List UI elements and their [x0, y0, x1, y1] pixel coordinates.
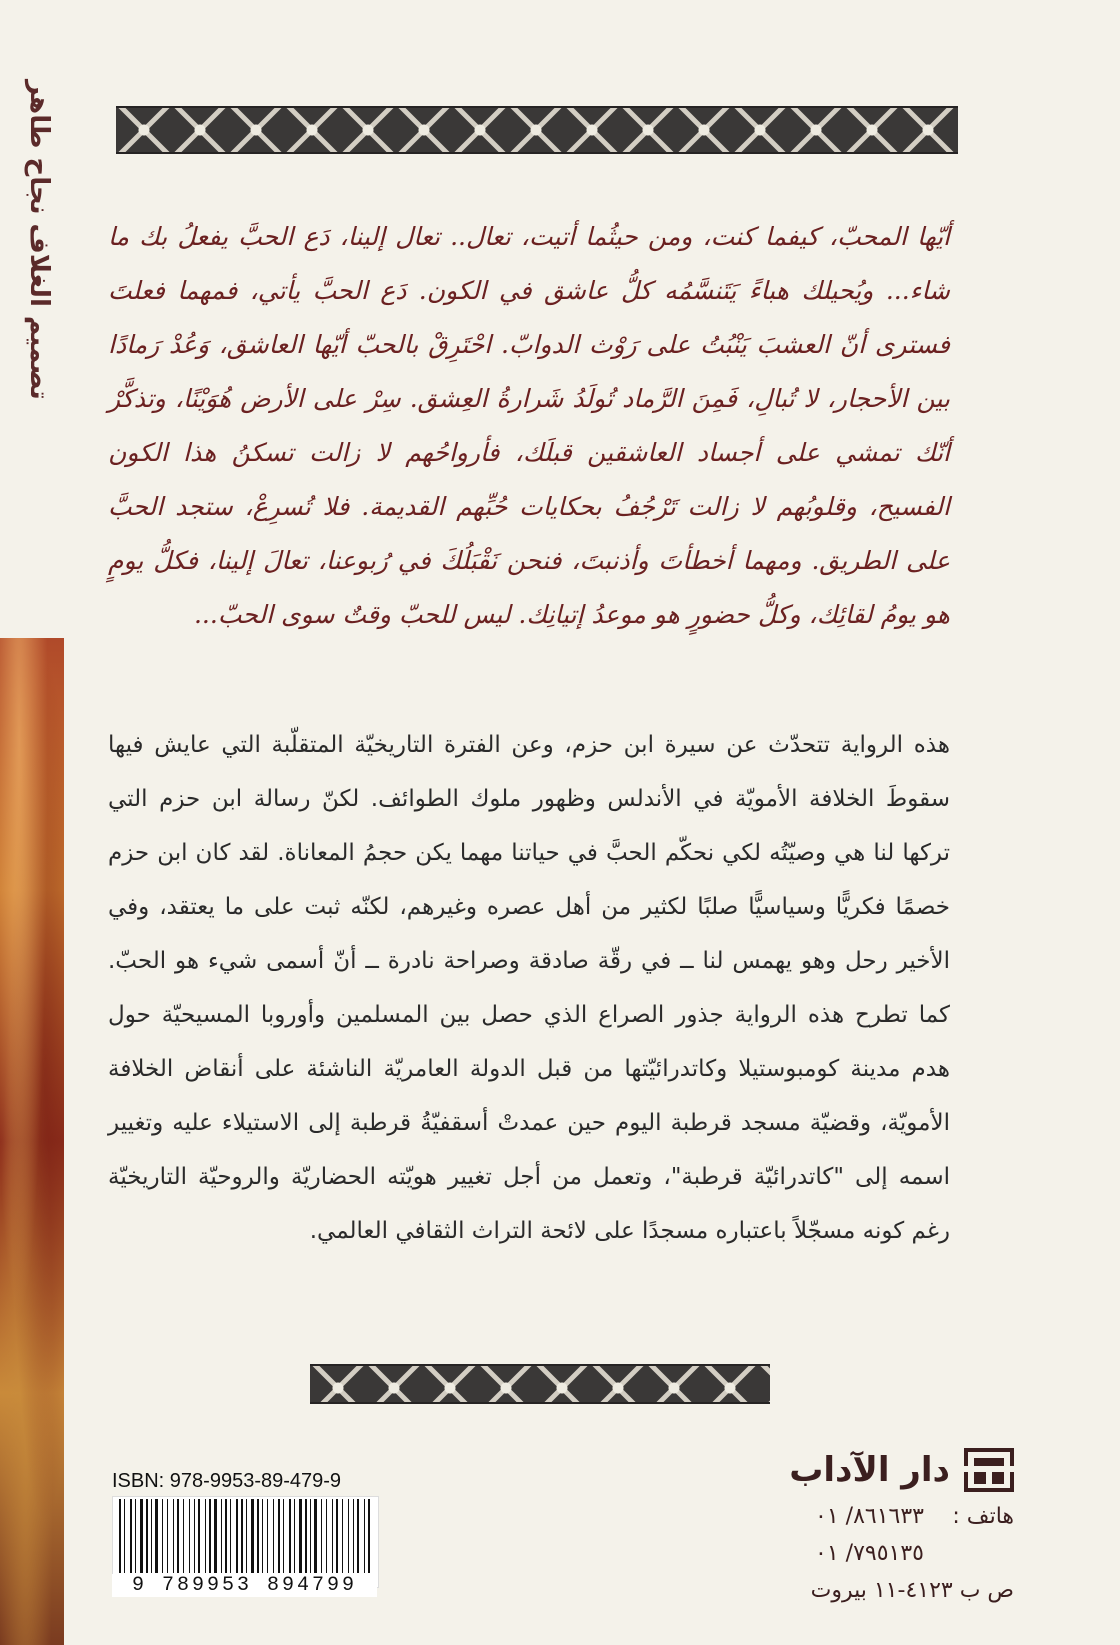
- publisher-logo-icon: [964, 1448, 1014, 1492]
- barcode-digits: 9 789953 894799: [112, 1574, 377, 1597]
- phone-number-2: ٧٩٥١٣٥/ ٠١: [815, 1541, 924, 1566]
- isbn-label: ISBN: 978-9953-89-479-9: [112, 1470, 342, 1492]
- cover-design-credit: تصميم الغلاف نجاح طاهر: [24, 80, 54, 400]
- po-box: ص ب ٤١٢٣-١١ بيروت: [810, 1578, 1014, 1603]
- publisher-name: دار الآداب: [789, 1450, 950, 1490]
- barcode-bars: [113, 1497, 378, 1575]
- ornamental-band-bottom: [310, 1364, 770, 1404]
- poem-text: أيّها المحبّ، كيفما كنت، ومن حيثُما أتيت، تعال.. تعال إلينا، دَع الحبَّ يفعلُ بك ما شاء... ويُحيلك هباءً يَتَنسَّمُه كلُّ عاشق في الكون. دَع الحبَّ يأتي، فمهما فعلتَ فسترى أنّ العشبَ يَنْبُتُ على رَوْث الدوابّ. احْتَرِقْ بالحبّ أيّها العاشق، وَعُدْ رَمادًا بين الأحجار، لا تُبالِ، فَمِنَ الرَّماد تُولَدُ شَرارةُ العِشق. سِرْ على الأرض هُوَيْنًا، وتذكَّرْ أنّك تمشي على أجساد العاشقين قبلَك، فأرواحُهم لا زالت تسكنُ هذا الكون الفسيح، وقلوبُهم لا زالت تَرْجُفُ بحكايات حُبِّهم القديمة. فلا تُسرِعْ، ستجد الحبَّ على الطريق. ومهما أخطأتَ وأذنبتَ، فنحن نَقْبَلُكَ في رُبوعنا، تعالَ إلينا، فكلُّ يومٍ هو يومُ لقائِك، وكلُّ حضورٍ هو موعدُ إتيانِك. ليس للحبّ وقتٌ سوى الحبّ...: [108, 222, 950, 629]
- publisher-block: [714, 1448, 1014, 1603]
- spine-texture-strip: [0, 638, 64, 1645]
- phone-label: هاتف :: [952, 1504, 1014, 1529]
- ornamental-band-top: [116, 106, 958, 154]
- phone-number-1: ٨٦١٦٣٣/ ٠١: [815, 1504, 924, 1529]
- synopsis-text: هذه الرواية تتحدّث عن سيرة ابن حزم، وعن الفترة التاريخيّة المتقلّبة التي عايش فيها سقوطَ الخلافة الأمويّة في الأندلس وظهور ملوك الطوائف. لكنّ رسالة ابن حزم التي تركها لنا هي وصيّتُه لكي نحكّم الحبَّ في حياتنا مهما يكن حجمُ المعاناة. لقد كان ابن حزم خصمًا فكريًّا وسياسيًّا صلبًا لكثير من أهل عصره وغيرهم، لكنّه ثبت على ما يعتقد، وفي الأخير رحل وهو يهمس لنا ــ في رقّة صادقة وصراحة نادرة ــ أنّ أسمى شيء هو الحبّ. كما تطرح هذه الرواية جذور الصراع الذي حصل بين المسلمين وأوروبا المسيحيّة حول هدم مدينة كومبوستيلا وكاتدرائيّتها من قبل الدولة العامريّة الناشئة على أنقاض الخلافة الأمويّة، وقضيّة مسجد قرطبة اليوم حين عمدتْ أسقفيّةُ قرطبة إلى الاستيلاء عليه وتغيير اسمه إلى "كاتدرائيّة قرطبة"، وتعمل من أجل تغيير هويّته الحضاريّة والروحيّة التاريخيّة رغم كونه مسجّلاً باعتباره مسجدًا على لائحة التراث الثقافي العالمي.: [108, 732, 950, 1244]
